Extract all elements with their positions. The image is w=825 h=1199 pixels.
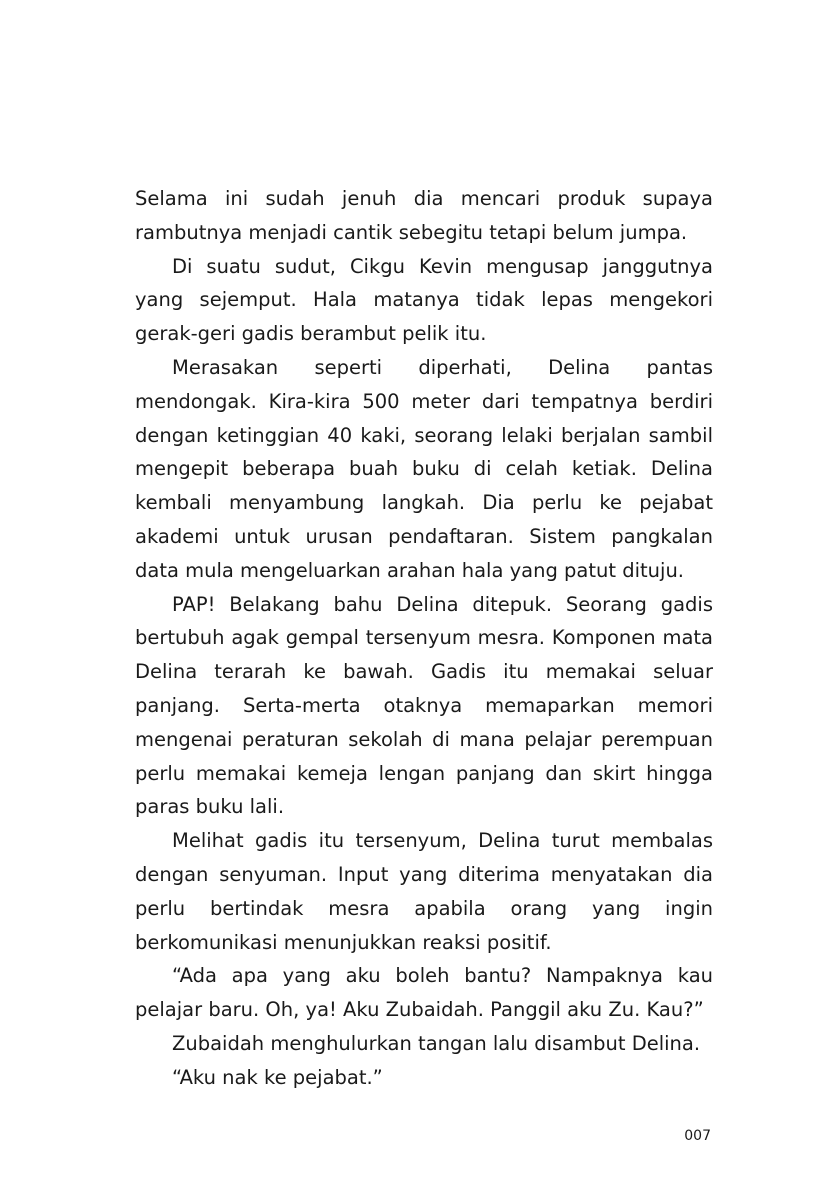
paragraph-7: Zubaidah menghulurkan tangan lalu disambut Delina. bbox=[172, 1031, 701, 1055]
page-number: 007 bbox=[684, 1128, 711, 1144]
paragraph-2: Di suatu sudut, Cikgu Kevin mengusap janggutnya yang sejemput. Hala matanya tidak lepas mengekori gerak-geri gadis berambut pelik itu. bbox=[135, 254, 713, 346]
paragraph-1: Selama ini sudah jenuh dia mencari produk supaya rambutnya menjadi cantik sebegitu tetapi belum jumpa. bbox=[135, 187, 713, 244]
paragraph-3: Merasakan seperti diperhati, Delina pantas mendongak. Kira-kira 500 meter dari tempatnya berdiri dengan ketinggian 40 kaki, seorang lelaki berjalan sambil mengepit beberapa buah buku di celah ketiak. Delina kembali menyambung langkah. Dia perlu ke pejabat akademi untuk urusan pendaftaran. Sistem pangkalan data mula mengeluarkan arahan hala yang patut dituju. bbox=[135, 355, 713, 582]
paragraph-5: Melihat gadis itu tersenyum, Delina turut membalas dengan senyuman. Input yang diterima menyatakan dia perlu bertindak mesra apabila orang yang ingin berkomunikasi menunjukkan reaksi positif. bbox=[135, 829, 713, 954]
paragraph-6: “Ada apa yang aku boleh bantu? Nampaknya kau pelajar baru. Oh, ya! Aku Zubaidah. Panggil aku Zu. Kau?” bbox=[135, 964, 713, 1022]
paragraph-8: “Aku nak ke pejabat.” bbox=[172, 1065, 383, 1089]
page-text-block bbox=[135, 182, 713, 1095]
paragraph-4: PAP! Belakang bahu Delina ditepuk. Seorang gadis bertubuh agak gempal tersenyum mesra. Komponen mata Delina terarah ke bawah. Gadis itu memakai seluar panjang. Serta-merta otaknya memaparkan memori mengenai peraturan sekolah di mana pelajar perempuan perlu memakai kemeja lengan panjang dan skirt hingga paras buku lali. bbox=[135, 592, 713, 819]
